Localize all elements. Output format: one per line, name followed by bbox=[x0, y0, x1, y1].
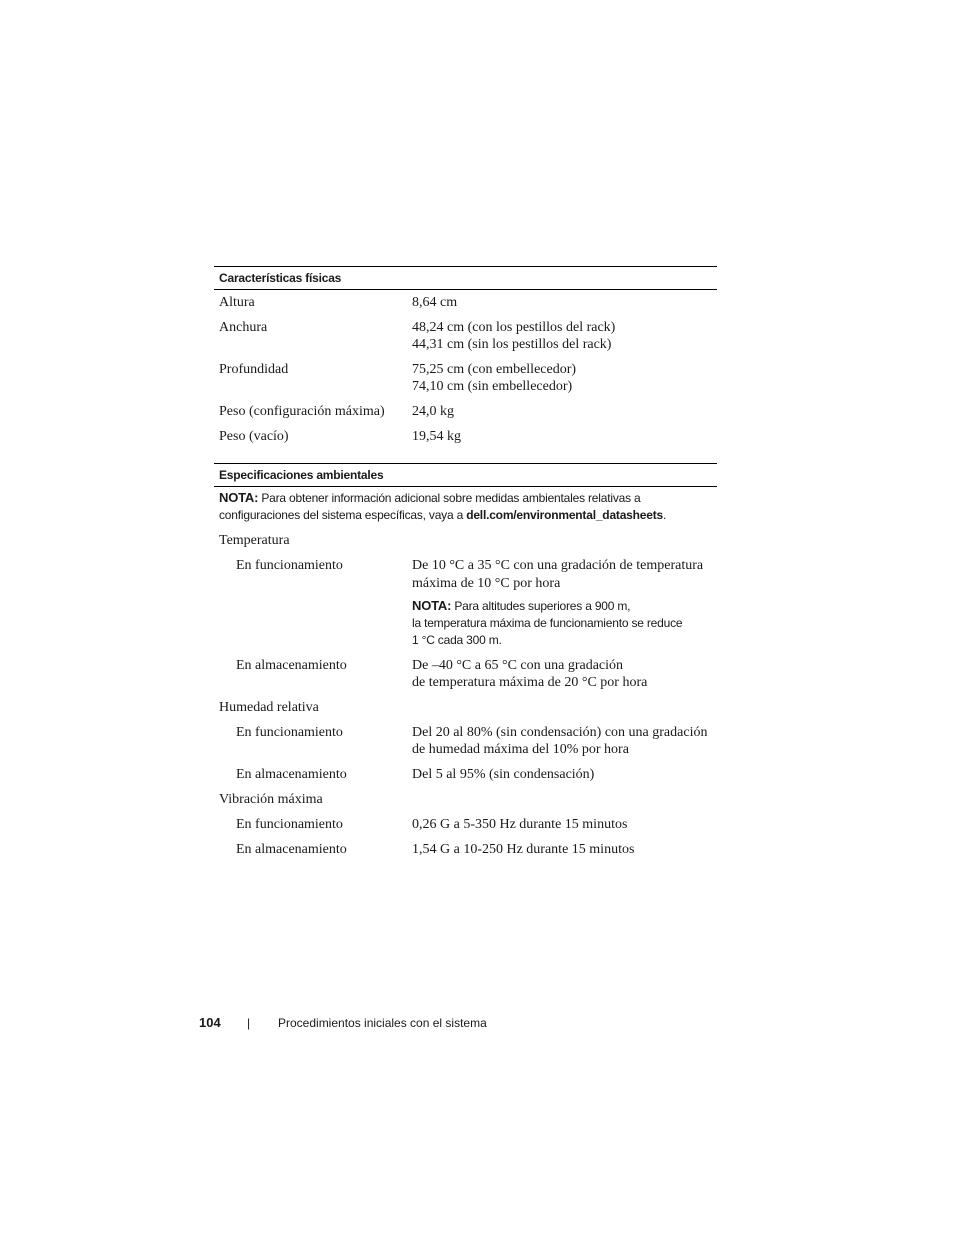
datasheets-link[interactable]: dell.com/environmental_datasheets bbox=[466, 508, 664, 522]
temp-note-line1 bbox=[412, 598, 630, 613]
value-humidity-storage: Del 5 al 95% (sin condensación) bbox=[412, 767, 595, 782]
label-humidity: Humedad relativa bbox=[219, 700, 319, 715]
temp-note-label: NOTA: bbox=[412, 598, 452, 613]
footer-separator: | bbox=[247, 1016, 251, 1030]
value-temp-operating-line2: máxima de 10 °C por hora bbox=[412, 576, 561, 591]
environmental-section-header bbox=[214, 463, 717, 487]
value-vibration-operating: 0,26 G a 5-350 Hz durante 15 minutos bbox=[412, 817, 628, 832]
note-text-period: . bbox=[663, 508, 667, 522]
value-temp-operating-line1: De 10 °C a 35 °C con una gradación de temperatura bbox=[412, 558, 704, 573]
environmental-note-line2 bbox=[219, 508, 666, 522]
temp-note-line2: la temperatura máxima de funcionamiento se reduce bbox=[412, 616, 683, 630]
value-width-line1: 48,24 cm (con los pestillos del rack) bbox=[412, 320, 616, 335]
value-vibration-storage: 1,54 G a 10-250 Hz durante 15 minutos bbox=[412, 842, 635, 857]
note-text-line1: Para obtener información adicional sobre medidas ambientales relativas a bbox=[261, 491, 641, 505]
value-depth-line1: 75,25 cm (con embellecedor) bbox=[412, 362, 577, 377]
label-humidity-operating: En funcionamiento bbox=[236, 725, 343, 740]
chapter-title: Procedimientos iniciales con el sistema bbox=[278, 1016, 487, 1030]
label-width: Anchura bbox=[219, 320, 268, 335]
note-text-line2: configuraciones del sistema específicas, vaya a bbox=[219, 508, 467, 522]
value-humidity-operating-line2: de humedad máxima del 10% por hora bbox=[412, 742, 629, 757]
value-temp-storage-line2: de temperatura máxima de 20 °C por hora bbox=[412, 675, 648, 690]
label-weight-empty: Peso (vacío) bbox=[219, 429, 289, 444]
value-width-line2: 44,31 cm (sin los pestillos del rack) bbox=[412, 337, 612, 352]
label-depth: Profundidad bbox=[219, 362, 289, 377]
value-depth-line2: 74,10 cm (sin embellecedor) bbox=[412, 379, 573, 394]
note-label: NOTA: bbox=[219, 490, 259, 505]
value-humidity-operating-line1: Del 20 al 80% (sin condensación) con una gradación bbox=[412, 725, 708, 740]
label-humidity-storage: En almacenamiento bbox=[236, 767, 347, 782]
value-weight-empty: 19,54 kg bbox=[412, 429, 461, 444]
environmental-note-line1 bbox=[219, 490, 641, 505]
physical-section-header bbox=[214, 266, 717, 290]
value-temp-storage-line1: De –40 °C a 65 °C con una gradación bbox=[412, 658, 624, 673]
label-temp-operating: En funcionamiento bbox=[236, 558, 343, 573]
label-weight-max: Peso (configuración máxima) bbox=[219, 404, 385, 419]
physical-section-title: Características físicas bbox=[219, 271, 342, 285]
value-weight-max: 24,0 kg bbox=[412, 404, 454, 419]
environmental-section-title: Especificaciones ambientales bbox=[219, 468, 384, 482]
page-number: 104 bbox=[199, 1015, 221, 1030]
label-vibration-operating: En funcionamiento bbox=[236, 817, 343, 832]
label-temperature: Temperatura bbox=[219, 533, 290, 548]
label-temp-storage: En almacenamiento bbox=[236, 658, 347, 673]
temp-note-text-line1: Para altitudes superiores a 900 m, bbox=[454, 599, 631, 613]
temp-note-line3: 1 °C cada 300 m. bbox=[412, 633, 502, 647]
label-vibration-storage: En almacenamiento bbox=[236, 842, 347, 857]
value-height: 8,64 cm bbox=[412, 295, 458, 310]
label-height: Altura bbox=[219, 295, 255, 310]
label-vibration: Vibración máxima bbox=[219, 792, 323, 807]
